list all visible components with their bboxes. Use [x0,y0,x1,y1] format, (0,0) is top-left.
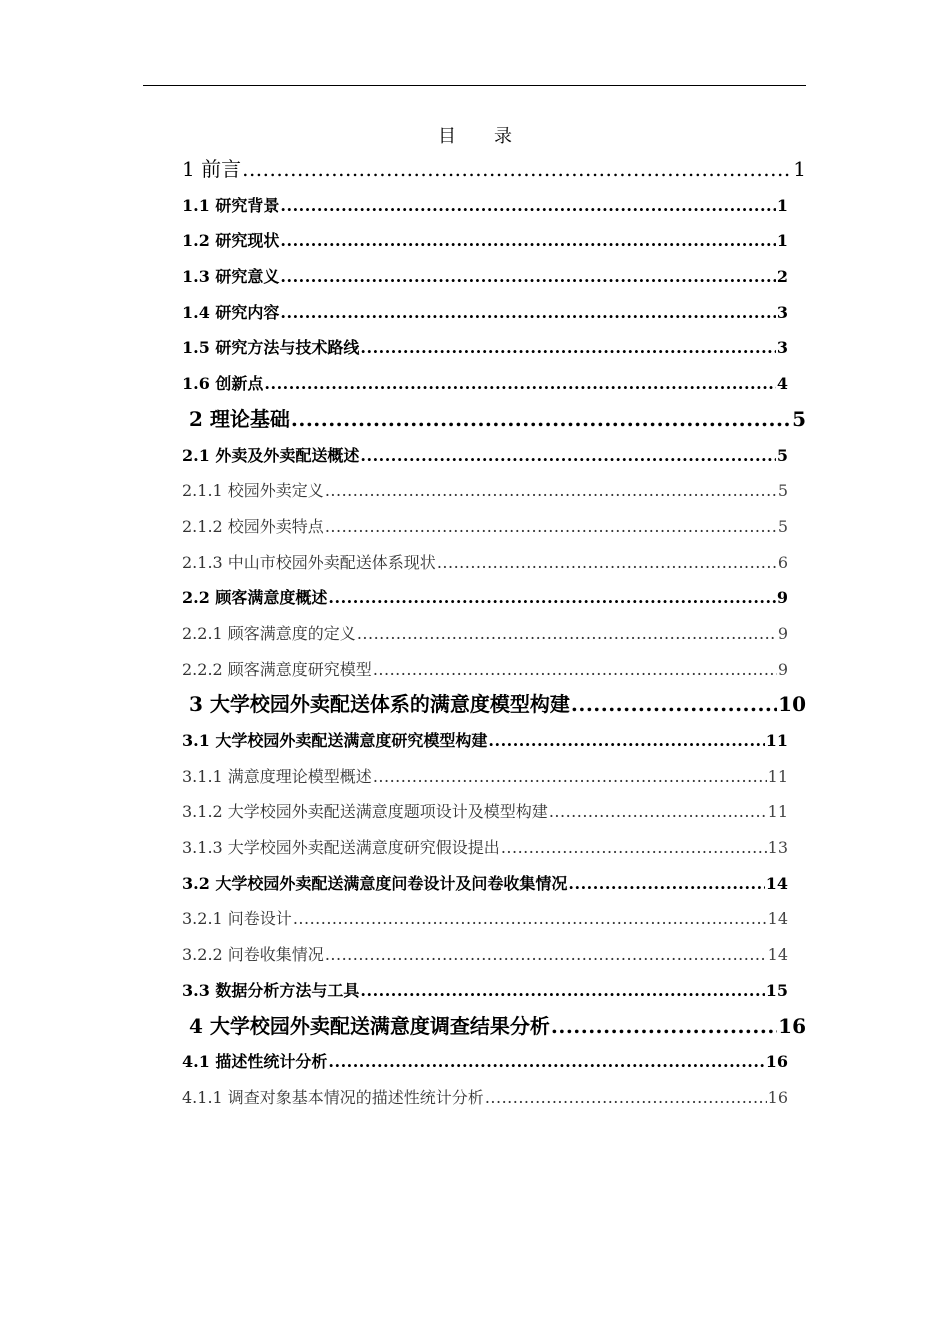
toc-entry[interactable] [182,152,806,188]
toc-entry-page: 5 [792,406,806,431]
table-of-contents [182,152,806,1116]
toc-leader-dots [551,1009,777,1045]
toc-leader-dots [291,402,791,438]
toc-entry-label: 3.1.2 大学校园外卖配送满意度题项设计及模型构建 [182,802,548,822]
toc-entry-label: 2.1.1 校园外卖定义 [182,481,324,501]
toc-entry-page: 10 [778,692,806,717]
toc-entry-label: 1.1 研究背景 [182,195,280,215]
toc-entry[interactable] [182,473,788,509]
toc-leader-dots [328,580,775,616]
toc-leader-dots [325,937,767,973]
toc-entry-page: 1 [793,157,806,181]
toc-leader-dots [360,438,775,474]
toc-entry[interactable] [182,723,788,759]
toc-leader-dots [488,723,764,759]
toc-entry[interactable] [182,759,788,795]
toc-leader-dots [328,1044,764,1080]
header-rule [143,85,806,86]
toc-entry-label: 1.5 研究方法与技术路线 [182,338,360,358]
toc-leader-dots [360,330,775,366]
toc-entry[interactable] [182,438,788,474]
toc-entry-label: 4.1 描述性统计分析 [182,1052,328,1072]
toc-entry-label: 3.2 大学校园外卖配送满意度问卷设计及问卷收集情况 [182,873,568,893]
toc-entry[interactable] [182,295,788,331]
toc-entry-label: 1.2 研究现状 [182,231,280,251]
toc-leader-dots [549,794,767,830]
toc-entry-label: 3.1 大学校园外卖配送满意度研究模型构建 [182,731,488,750]
toc-entry-page: 11 [767,802,788,822]
toc-leader-dots [293,901,767,937]
toc-leader-dots [373,652,777,688]
toc-entry[interactable] [182,330,788,366]
toc-entry-page: 16 [767,1087,788,1107]
toc-leader-dots [280,223,775,259]
toc-leader-dots [568,866,764,902]
toc-leader-dots [373,759,767,795]
toc-entry-page: 2 [776,267,788,287]
toc-entry-page: 15 [765,980,788,1000]
toc-entry-page: 6 [777,552,788,572]
toc-leader-dots [360,973,764,1009]
toc-entry[interactable] [182,259,788,295]
toc-entry[interactable] [182,580,788,616]
toc-leader-dots [325,509,777,545]
toc-entry[interactable] [182,973,788,1009]
toc-entry-label: 3.1.1 满意度理论模型概述 [182,766,372,786]
toc-entry-page: 1 [776,231,788,251]
toc-leader-dots [280,295,775,331]
toc-entry-page: 13 [767,838,788,858]
toc-entry-page: 1 [776,195,788,215]
toc-entry-page: 11 [767,766,788,786]
toc-title [0,124,950,150]
toc-leader-dots [242,152,792,188]
toc-entry[interactable] [182,901,788,937]
toc-entry-label: 2.1 外卖及外卖配送概述 [182,445,360,465]
toc-entry-label: 1.3 研究意义 [182,267,280,287]
toc-leader-dots [264,366,775,402]
toc-entry[interactable] [182,937,788,973]
toc-entry-label: 2.2.2 顾客满意度研究模型 [182,659,372,679]
toc-entry[interactable] [182,616,788,652]
toc-entry-label: 1.4 研究内容 [182,302,280,322]
toc-entry[interactable] [182,1009,806,1045]
toc-entry-page: 4 [776,374,788,394]
toc-entry-page: 14 [767,909,788,929]
toc-leader-dots [325,473,777,509]
toc-leader-dots [485,1080,767,1116]
toc-entry-label: 2 理论基础 [189,406,290,431]
toc-entry-page: 3 [776,302,788,322]
toc-entry-page: 3 [776,338,788,358]
toc-title-char-2: 录 [494,126,512,147]
toc-entry-page: 5 [776,445,788,465]
toc-entry[interactable] [182,545,788,581]
toc-entry-page: 9 [777,659,788,679]
toc-entry[interactable] [182,830,788,866]
toc-entry-label: 2.1.2 校园外卖特点 [182,516,324,536]
toc-leader-dots [280,188,775,224]
toc-entry[interactable] [182,509,788,545]
toc-leader-dots [357,616,777,652]
toc-entry[interactable] [182,366,788,402]
toc-entry-page: 14 [765,873,788,893]
toc-entry-label: 3 大学校园外卖配送体系的满意度模型构建 [189,692,570,717]
toc-entry-page: 11 [765,731,788,750]
toc-entry[interactable] [182,866,788,902]
toc-entry-label: 2.1.3 中山市校园外卖配送体系现状 [182,552,436,572]
toc-entry[interactable] [182,1044,788,1080]
toc-entry-label: 4 大学校园外卖配送满意度调查结果分析 [189,1013,550,1038]
toc-entry[interactable] [182,794,788,830]
toc-entry[interactable] [182,687,806,723]
toc-entry-label: 2.2.1 顾客满意度的定义 [182,623,356,643]
toc-entry-page: 16 [765,1052,788,1072]
toc-entry-page: 5 [777,516,788,536]
toc-entry-label: 1.6 创新点 [182,374,264,394]
toc-leader-dots [571,687,777,723]
toc-entry-page: 9 [776,588,788,608]
toc-entry-label: 3.2.1 问卷设计 [182,909,292,929]
toc-entry-label: 3.3 数据分析方法与工具 [182,980,360,1000]
toc-entry-page: 9 [777,623,788,643]
toc-entry-page: 16 [778,1013,806,1038]
toc-entry-label: 3.2.2 问卷收集情况 [182,945,324,965]
toc-entry-label: 4.1.1 调查对象基本情况的描述性统计分析 [182,1087,484,1107]
toc-title-char-1: 目 [438,126,456,147]
toc-leader-dots [280,259,775,295]
toc-entry-page: 5 [777,481,788,501]
toc-entry[interactable] [182,223,788,259]
toc-entry-label: 3.1.3 大学校园外卖配送满意度研究假设提出 [182,838,500,858]
toc-entry-label: 2.2 顾客满意度概述 [182,588,328,608]
toc-entry-page: 14 [767,945,788,965]
toc-entry[interactable] [182,188,788,224]
toc-entry[interactable] [182,652,788,688]
toc-entry[interactable] [182,1080,788,1116]
toc-entry[interactable] [182,402,806,438]
toc-leader-dots [437,545,777,581]
toc-entry-label: 1 前言 [182,157,242,181]
toc-leader-dots [501,830,767,866]
